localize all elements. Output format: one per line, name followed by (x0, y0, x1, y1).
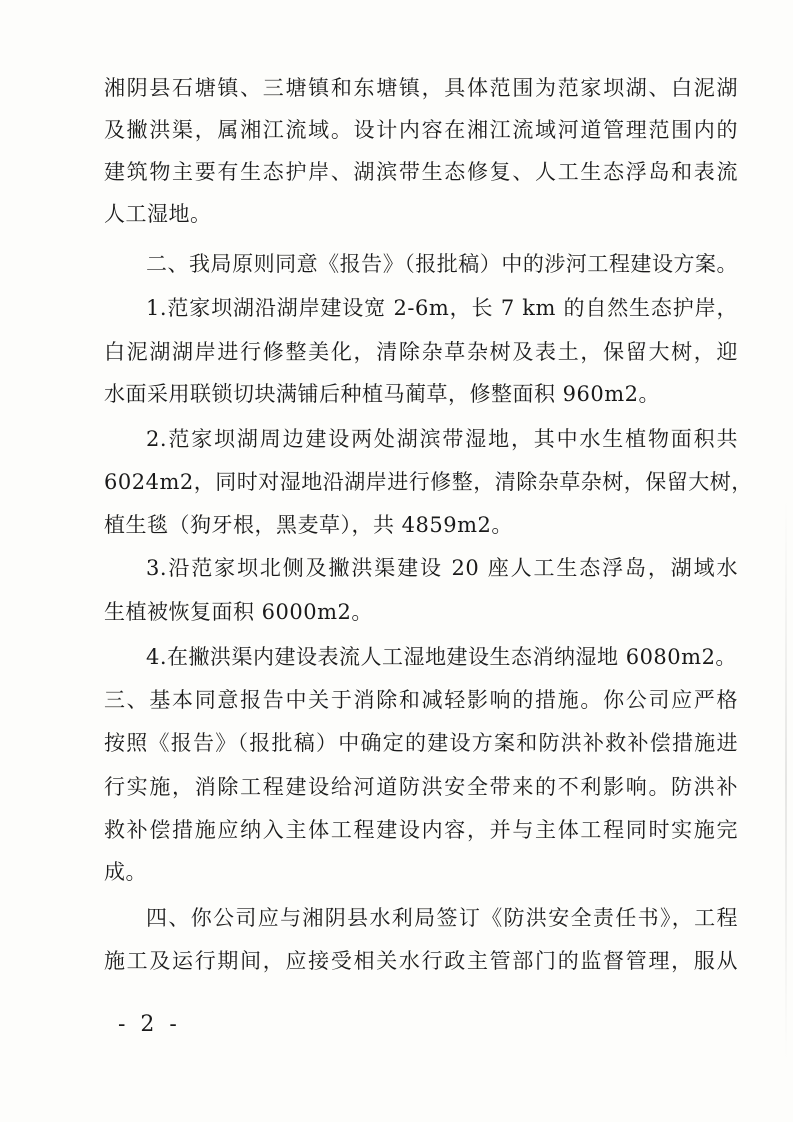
text-line-4: 人工湿地。 (104, 202, 212, 226)
text-line-3: 建筑物主要有生态护岸、湖滨带生态修复、人工生态浮岛和表流 (104, 160, 738, 184)
section-three-line-2: 按照《报告》（报批稿）中确定的建设方案和防洪补救补偿措施进 (104, 731, 738, 755)
section-four-line-2: 施工及运行期间，应接受相关水行政主管部门的监督管理，服从 (104, 949, 738, 973)
item-three-line-1: 3.沿范家坝北侧及撇洪渠建设 20 座人工生态浮岛，湖域水 (146, 556, 738, 580)
scan-edge-shadow (785, 500, 787, 1060)
item-one-line-1: 1.范家坝湖沿湖岸建设宽 2-6m，长 7 km 的自然生态护岸， (146, 296, 738, 320)
section-three-line-5: 成。 (104, 860, 147, 884)
section-three-line-3: 行实施，消除工程建设给河道防洪安全带来的不利影响。防洪补 (104, 775, 738, 799)
item-two-line-3: 植生毯（狗牙根，黑麦草），共 4859m2。 (104, 513, 513, 537)
page-number: - 2 - (118, 1012, 181, 1037)
item-two-line-1: 2.范家坝湖周边建设两处湖滨带湿地，其中水生植物面积共 (146, 427, 738, 451)
text-line-2: 及撇洪渠，属湘江流域。设计内容在湘江流域河道管理范围内的 (104, 118, 738, 142)
item-three-line-2: 生植被恢复面积 6000m2。 (104, 600, 373, 624)
item-four-line-1: 4.在撇洪渠内建设表流人工湿地建设生态消纳湿地 6080m2。 (146, 645, 737, 669)
item-one-line-2: 白泥湖湖岸进行修整美化，清除杂草杂树及表土，保留大树，迎 (104, 340, 738, 364)
item-one-line-3: 水面采用联锁切块满铺后种植马蔺草，修整面积 960m2。 (104, 382, 661, 406)
section-three-line-4: 救补偿措施应纳入主体工程建设内容，并与主体工程同时实施完 (104, 818, 738, 842)
section-three-line-1: 三、基本同意报告中关于消除和减轻影响的措施。你公司应严格 (104, 688, 738, 712)
section-four-line-1: 四、你公司应与湘阴县水利局签订《防洪安全责任书》，工程 (146, 906, 738, 930)
section-two-heading: 二、我局原则同意《报告》（报批稿）中的涉河工程建设方案。 (146, 252, 738, 276)
text-line-1: 湘阴县石塘镇、三塘镇和东塘镇，具体范围为范家坝湖、白泥湖 (104, 76, 738, 100)
item-two-line-2: 6024m2，同时对湿地沿湖岸进行修整，清除杂草杂树，保留大树， (104, 470, 753, 494)
